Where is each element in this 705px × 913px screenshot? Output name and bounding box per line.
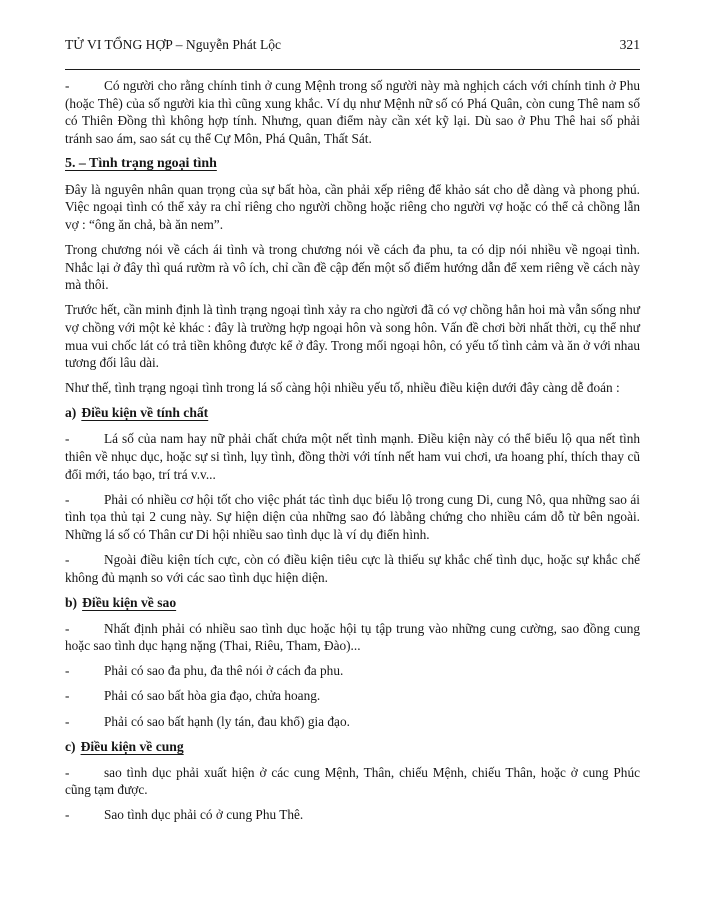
paragraph bbox=[65, 301, 640, 371]
paragraph bbox=[65, 713, 640, 731]
paragraph bbox=[65, 181, 640, 234]
subsection-title: Điều kiện về cung bbox=[80, 738, 184, 754]
subsection-heading-c bbox=[65, 738, 640, 756]
paragraph bbox=[65, 764, 640, 799]
paragraph bbox=[65, 379, 640, 397]
paragraph-text: Như thế, tình trạng ngoại tình trong lá số càng hội nhiều yếu tố, nhiều điều kiện dưới đây càng dễ đoán : bbox=[65, 380, 620, 396]
subsection-prefix: a) bbox=[65, 405, 77, 421]
header-rule bbox=[65, 69, 640, 70]
paragraph-text: Nhất định phải có nhiều sao tình dục hoặc hội tụ tập trung vào những cung cường, sao đồng cung hoặc sao tình dục hạng nặng (Thai, Riêu, Tham, Đào)... bbox=[65, 620, 640, 654]
dash-marker: - bbox=[65, 764, 70, 780]
paragraph-text: Trước hết, cần minh định là tình trạng ngoại tình xảy ra cho ngừơi đã có vợ chồng hẳn hoi mà vẫn sống như vợ chồng với một kẻ khác : đây là trường hợp ngoại hôn và song hôn. Vấn đề chơi bời nhất thời, cụ thể như mua vui chốc lát có trả tiền không được kể ở đây. Trong mối ngoại hôn, có yếu tố tình cảm và ăn ở với nhau tương đối lâu dài. bbox=[65, 302, 640, 371]
subsection-prefix: b) bbox=[65, 594, 78, 610]
paragraph-text: Phải có nhiều cơ hội tốt cho việc phát tác tình dục biểu lộ trong cung Di, cung Nô, qua những sao ái tình tọa thủ tại 2 cung này. Sự hiện diện của những sao đó làbằng chứng cho nhiều cám dỗ từ bên ngoài. Những lá số có Thân cư Di hội nhiều sao tình dục là ví dụ điển hình. bbox=[65, 491, 640, 542]
paragraph bbox=[65, 687, 640, 705]
dash-marker: - bbox=[65, 551, 70, 567]
subsection-heading-b bbox=[65, 594, 640, 612]
subsection-heading-a bbox=[65, 404, 640, 422]
subsection-title: Điều kiện về sao bbox=[82, 594, 177, 610]
page-number: 321 bbox=[619, 37, 640, 52]
paragraph-text: sao tình dục phải xuất hiện ở các cung Mệnh, Thân, chiếu Mệnh, chiếu Thân, hoặc ở cung Phúc cũng tạm được. bbox=[65, 764, 640, 798]
dash-marker: - bbox=[65, 663, 70, 679]
paragraph-text: Đây là nguyên nhân quan trọng của sự bất hòa, cần phải xếp riêng để khảo sát cho dễ dàng và phong phú. Việc ngoại tình có thể xảy ra chỉ riêng cho người chồng hoặc riêng cho người vợ hoặc có thể cả chồng lẫn vợ : “ông ăn chả, bà ăn nem”. bbox=[65, 181, 640, 233]
paragraph bbox=[65, 551, 640, 586]
page-header bbox=[65, 37, 640, 53]
paragraph-text: Có người cho rằng chính tinh ở cung Mệnh trong số người này mà nghịch cách với chính tinh ở Phu (hoặc Thê) của số người kia thì cũng xung khắc. Ví dụ như Mệnh nữ số có Phá Quân, còn cung Thê nam số có Thiên Đồng thì không hợp tính. Nhưng, quan điểm này cần xét kỹ lại. Dù sao ở Phu Thê hai số phải tránh sao ám, sao sát cụ thể Cự Môn, Phá Quân, Thất Sát. bbox=[65, 78, 640, 146]
dash-marker: - bbox=[65, 78, 70, 93]
subsection-prefix: c) bbox=[65, 738, 76, 754]
paragraph-text: Ngoài điều kiện tích cực, còn có điều kiện tiêu cực là thiếu sự khắc chế tình dục, hoặc sự khắc chế không đủ mạnh so với các sao tình dục hiện diện. bbox=[65, 551, 640, 585]
paragraph-text: Phải có sao bất hòa gia đạo, chửa hoang. bbox=[104, 688, 321, 704]
paragraph-text: Trong chương nói về cách ái tình và trong chương nói về cách đa phu, ta có dịp nói nhiều về ngoại tình. Nhắc lại ở đây thì quá rườm rà vô ích, chỉ cần đề cập đến một số điểm hướng dẫn để xem riêng về cách này mà thôi. bbox=[65, 242, 640, 293]
dash-marker: - bbox=[65, 807, 70, 823]
dash-marker: - bbox=[65, 431, 70, 447]
dash-marker: - bbox=[65, 688, 70, 704]
paragraph-text: Phải có sao đa phu, đa thê nói ở cách đa phu. bbox=[104, 663, 344, 679]
dash-marker: - bbox=[65, 713, 70, 729]
running-title: TỬ VI TỔNG HỢP – Nguyễn Phát Lộc bbox=[65, 37, 282, 52]
dash-marker: - bbox=[65, 620, 70, 636]
paragraph bbox=[65, 662, 640, 680]
paragraph bbox=[65, 241, 640, 294]
paragraph bbox=[65, 806, 640, 824]
paragraph bbox=[65, 430, 640, 483]
page-content bbox=[65, 77, 640, 824]
paragraph-text: Phải có sao bất hạnh (ly tán, đau khổ) gia đạo. bbox=[104, 713, 350, 729]
paragraph bbox=[65, 77, 640, 147]
paragraph-text: Lá số của nam hay nữ phải chất chứa một nết tình mạnh. Điều kiện này có thể biểu lộ qua nết tình thiên về nhục dục, hoặc sự si tình, lụy tình, đồng thời với tính nết ham vui chơi, ưa hoang phí, thích thay cũ đổi mới, táo bạo, trí trá v.v... bbox=[65, 431, 640, 482]
paragraph-text: Sao tình dục phải có ở cung Phu Thê. bbox=[104, 807, 304, 823]
paragraph bbox=[65, 620, 640, 655]
section-heading bbox=[65, 155, 640, 173]
dash-marker: - bbox=[65, 491, 70, 507]
section-heading-text: 5. – Tình trạng ngoại tình bbox=[65, 155, 217, 171]
paragraph bbox=[65, 491, 640, 544]
subsection-title: Điều kiện về tính chất bbox=[81, 405, 209, 421]
